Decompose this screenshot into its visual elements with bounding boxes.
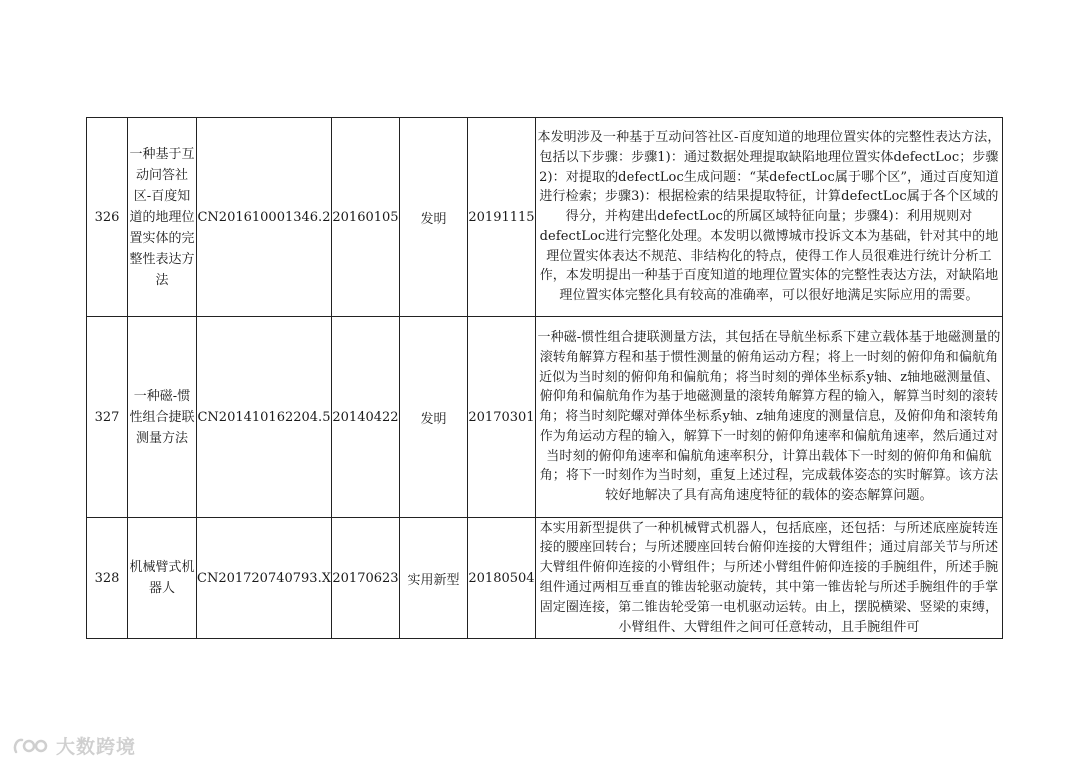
patent-abstract: 本实用新型提供了一种机械臂式机器人，包括底座，还包括：与所述底座旋转连接的腰座回转台；与所述腰座回转台俯仰连接的大臂组件；通过肩部关节与所述大臂组件俯仰连接的小臂组件；与所述小臂组件俯仰连接的手腕组件，所述手腕组件通过两相互垂直的锥齿轮驱动旋转，其中第一锥齿轮与所述手腕组件的手掌固定圈连接，第二锥齿轮受第一电机驱动运转。由上，摆脱横梁、竖梁的束缚，小臂组件、大臂组件之间可任意转动，且手腕组件可 — [535, 518, 1002, 639]
application-number: CN201410162204.5 — [197, 317, 332, 518]
patent-name: 一种基于互动问答社区-百度知道的地理位置实体的完整性表达方法 — [128, 118, 197, 317]
application-number: CN201720740793.X — [197, 518, 332, 639]
publication-date: 20180504 — [467, 518, 535, 639]
application-date: 20160105 — [331, 118, 399, 317]
table-row — [87, 118, 1003, 317]
application-date: 20140422 — [331, 317, 399, 518]
application-date: 20170623 — [331, 518, 399, 639]
patent-type: 实用新型 — [399, 518, 467, 639]
logo-icon — [12, 736, 50, 756]
publication-date: 20191115 — [467, 118, 535, 317]
patent-abstract: 一种磁-惯性组合捷联测量方法，其包括在导航坐标系下建立载体基于地磁测量的滚转角解算方程和基于惯性测量的俯角运动方程；将上一时刻的俯仰角和偏航角近似为当时刻的俯仰角和偏航角；将当时刻的弹体坐标系y轴、z轴地磁测量值、俯仰角和偏航角作为基于地磁测量的滚转角解算方程的输入，解算当时刻的滚转角；将当时刻陀螺对弹体坐标系y轴、z轴角速度的测量信息，及俯仰角和滚转角作为角运动方程的输入，解算下一时刻的俯仰角速率和偏航角速率，然后通过对当时刻的俯仰角速率和偏航角速率积分，计算出载体下一时刻的俯仰角和偏航角；将下一时刻作为当时刻，重复上述过程，完成载体姿态的实时解算。该方法较好地解决了具有高角速度特征的载体的姿态解算问题。 — [535, 317, 1002, 518]
row-number: 327 — [87, 317, 128, 518]
watermark-text: 大数跨境 — [56, 736, 137, 758]
table-row — [87, 317, 1003, 518]
patent-name: 机械臂式机器人 — [128, 518, 197, 639]
patent-name: 一种磁-惯性组合捷联测量方法 — [128, 317, 197, 518]
patent-abstract: 本发明涉及一种基于互动问答社区-百度知道的地理位置实体的完整性表达方法，包括以下步骤：步骤1)：通过数据处理提取缺陷地理位置实体defectLoc；步骤2)：对提取的defectLoc生成问题：“某defectLoc属于哪个区”，通过百度知道进行检索；步骤3)：根据检索的结果提取特征，计算defectLoc属于各个区域的得分，并构建出defectLoc的所属区域特征向量；步骤4)：利用规则对defectLoc进行完整化处理。本发明以微博城市投诉文本为基础，针对其中的地理位置实体表达不规范、非结构化的特点，使得工作人员很难进行统计分析工作，本发明提出一种基于百度知道的地理位置实体的完整性表达方法，对缺陷地理位置实体完整化具有较高的准确率，可以很好地满足实际应用的需要。 — [535, 118, 1002, 317]
watermark — [12, 732, 136, 759]
application-number: CN201610001346.2 — [197, 118, 332, 317]
publication-date: 20170301 — [467, 317, 535, 518]
table-row — [87, 518, 1003, 639]
patent-type: 发明 — [399, 118, 467, 317]
patent-table — [86, 117, 1003, 639]
patent-type: 发明 — [399, 317, 467, 518]
row-number: 328 — [87, 518, 128, 639]
row-number: 326 — [87, 118, 128, 317]
